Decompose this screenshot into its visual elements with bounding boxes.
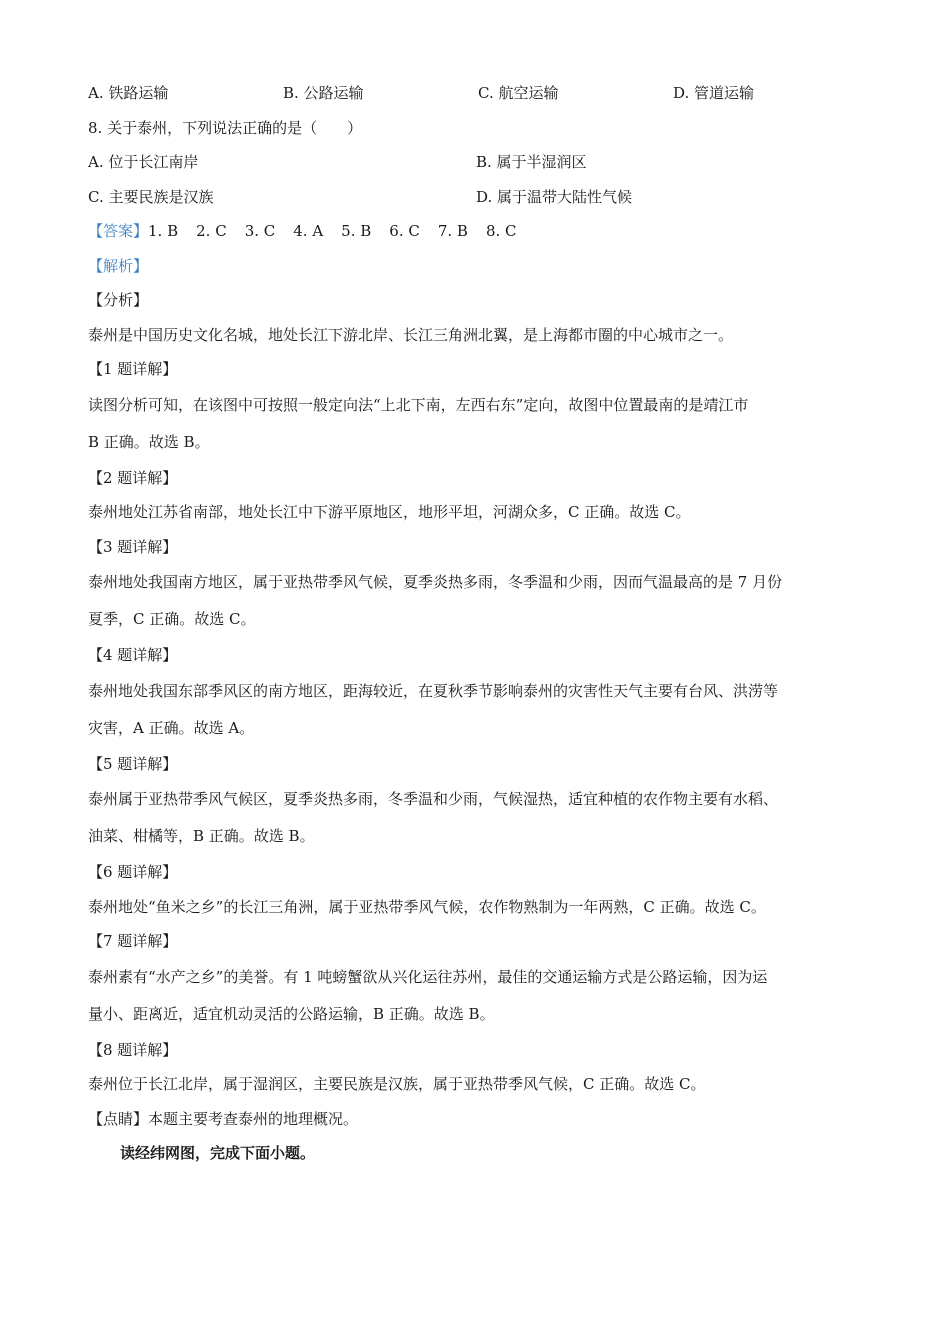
dianjing-text: 【点睛】本题主要考查泰州的地理概况。 <box>88 1109 359 1128</box>
q8-options-row2 <box>88 180 878 215</box>
answer-item: 6. C <box>389 222 420 240</box>
detail-4-label: 【4 题详解】 <box>88 646 178 664</box>
q7-option-d: D. 管道运输 <box>673 84 755 102</box>
q8-option-b: B. 属于半湿润区 <box>476 153 587 171</box>
detail-4-line-2: 灾害，A 正确。故选 A。 <box>88 718 255 737</box>
detail-3-label: 【3 题详解】 <box>88 537 178 556</box>
detail-2-label: 【2 题详解】 <box>88 468 178 487</box>
detail-8-label: 【8 题详解】 <box>88 1040 178 1059</box>
q7-option-b: B. 公路运输 <box>283 84 364 102</box>
detail-7-line-1: 泰州素有“水产之乡”的美誉。有 1 吨螃蟹欲从兴化运往苏州，最佳的交通运输方式是公路运输，因为运 <box>88 967 768 986</box>
detail-5-line-1: 泰州属于亚热带季风气候区，夏季炎热多雨，冬季温和少雨，气候湿热，适宜种植的农作物主要有水稻、 <box>88 790 779 808</box>
q8-stem: 8. 关于泰州，下列说法正确的是（ ） <box>88 118 363 137</box>
detail-7-line-2: 量小、距离近，适宜机动灵活的公路运输，B 正确。故选 B。 <box>88 1004 495 1023</box>
analysis-label: 【解析】 <box>88 256 149 275</box>
answer-item: 2. C <box>196 222 227 240</box>
detail-3-line-1: 泰州地处我国南方地区，属于亚热带季风气候，夏季炎热多雨，冬季温和少雨，因而气温最高的是 7 月份 <box>88 573 783 591</box>
q8-option-c: C. 主要民族是汉族 <box>88 187 214 206</box>
detail-4-line-1: 泰州地处我国东部季风区的南方地区，距海较近，在夏秋季节影响泰州的灾害性天气主要有台风、洪涝等 <box>88 681 779 700</box>
next-question-prompt: 读经纬网图，完成下面小题。 <box>120 1144 316 1162</box>
detail-7-label: 【7 题详解】 <box>88 932 178 950</box>
detail-2-line-1: 泰州地处江苏省南部，地处长江中下游平原地区，地形平坦，河湖众多，C 正确。故选 C。 <box>88 503 691 521</box>
q8-options-row1 <box>88 145 878 180</box>
fenxi-text: 泰州是中国历史文化名城，地处长江下游北岸、长江三角洲北翼，是上海都市圈的中心城市之一。 <box>88 325 734 344</box>
document-page <box>88 76 878 1171</box>
q8-option-d: D. 属于温带大陆性气候 <box>476 187 633 206</box>
answer-item: 4. A <box>293 222 324 240</box>
q7-option-c: C. 航空运输 <box>478 84 559 102</box>
answer-item: 1. B <box>148 222 179 240</box>
answer-item: 5. B <box>341 222 372 240</box>
answer-item: 8. C <box>485 222 517 240</box>
q7-options <box>88 76 878 111</box>
detail-1-line-2: B 正确。故选 B。 <box>88 432 210 451</box>
answer-label: 【答案】 <box>88 222 149 240</box>
q8-option-a: A. 位于长江南岸 <box>88 153 199 171</box>
answer-item: 7. B <box>437 222 468 240</box>
q7-option-a: A. 铁路运输 <box>88 84 169 102</box>
fenxi-label: 【分析】 <box>88 291 149 309</box>
detail-6-line-1: 泰州地处“鱼米之乡”的长江三角洲，属于亚热带季风气候，农作物熟制为一年两熟，C 正确。故选 C。 <box>88 897 766 916</box>
answer-item: 3. C <box>244 222 276 240</box>
detail-1-label: 【1 题详解】 <box>88 360 178 378</box>
detail-5-line-2: 油菜、柑橘等，B 正确。故选 B。 <box>88 827 315 845</box>
answer-line <box>88 214 878 249</box>
detail-1-line-1: 读图分析可知，在该图中可按照一般定向法“上北下南，左西右东”定向，故图中位置最南的是靖江市 <box>88 395 749 414</box>
detail-6-label: 【6 题详解】 <box>88 863 178 881</box>
detail-3-line-2: 夏季，C 正确。故选 C。 <box>88 610 256 628</box>
detail-5-label: 【5 题详解】 <box>88 754 178 773</box>
detail-8-line-1: 泰州位于长江北岸，属于湿润区，主要民族是汉族，属于亚热带季风气候，C 正确。故选 C。 <box>88 1075 706 1093</box>
